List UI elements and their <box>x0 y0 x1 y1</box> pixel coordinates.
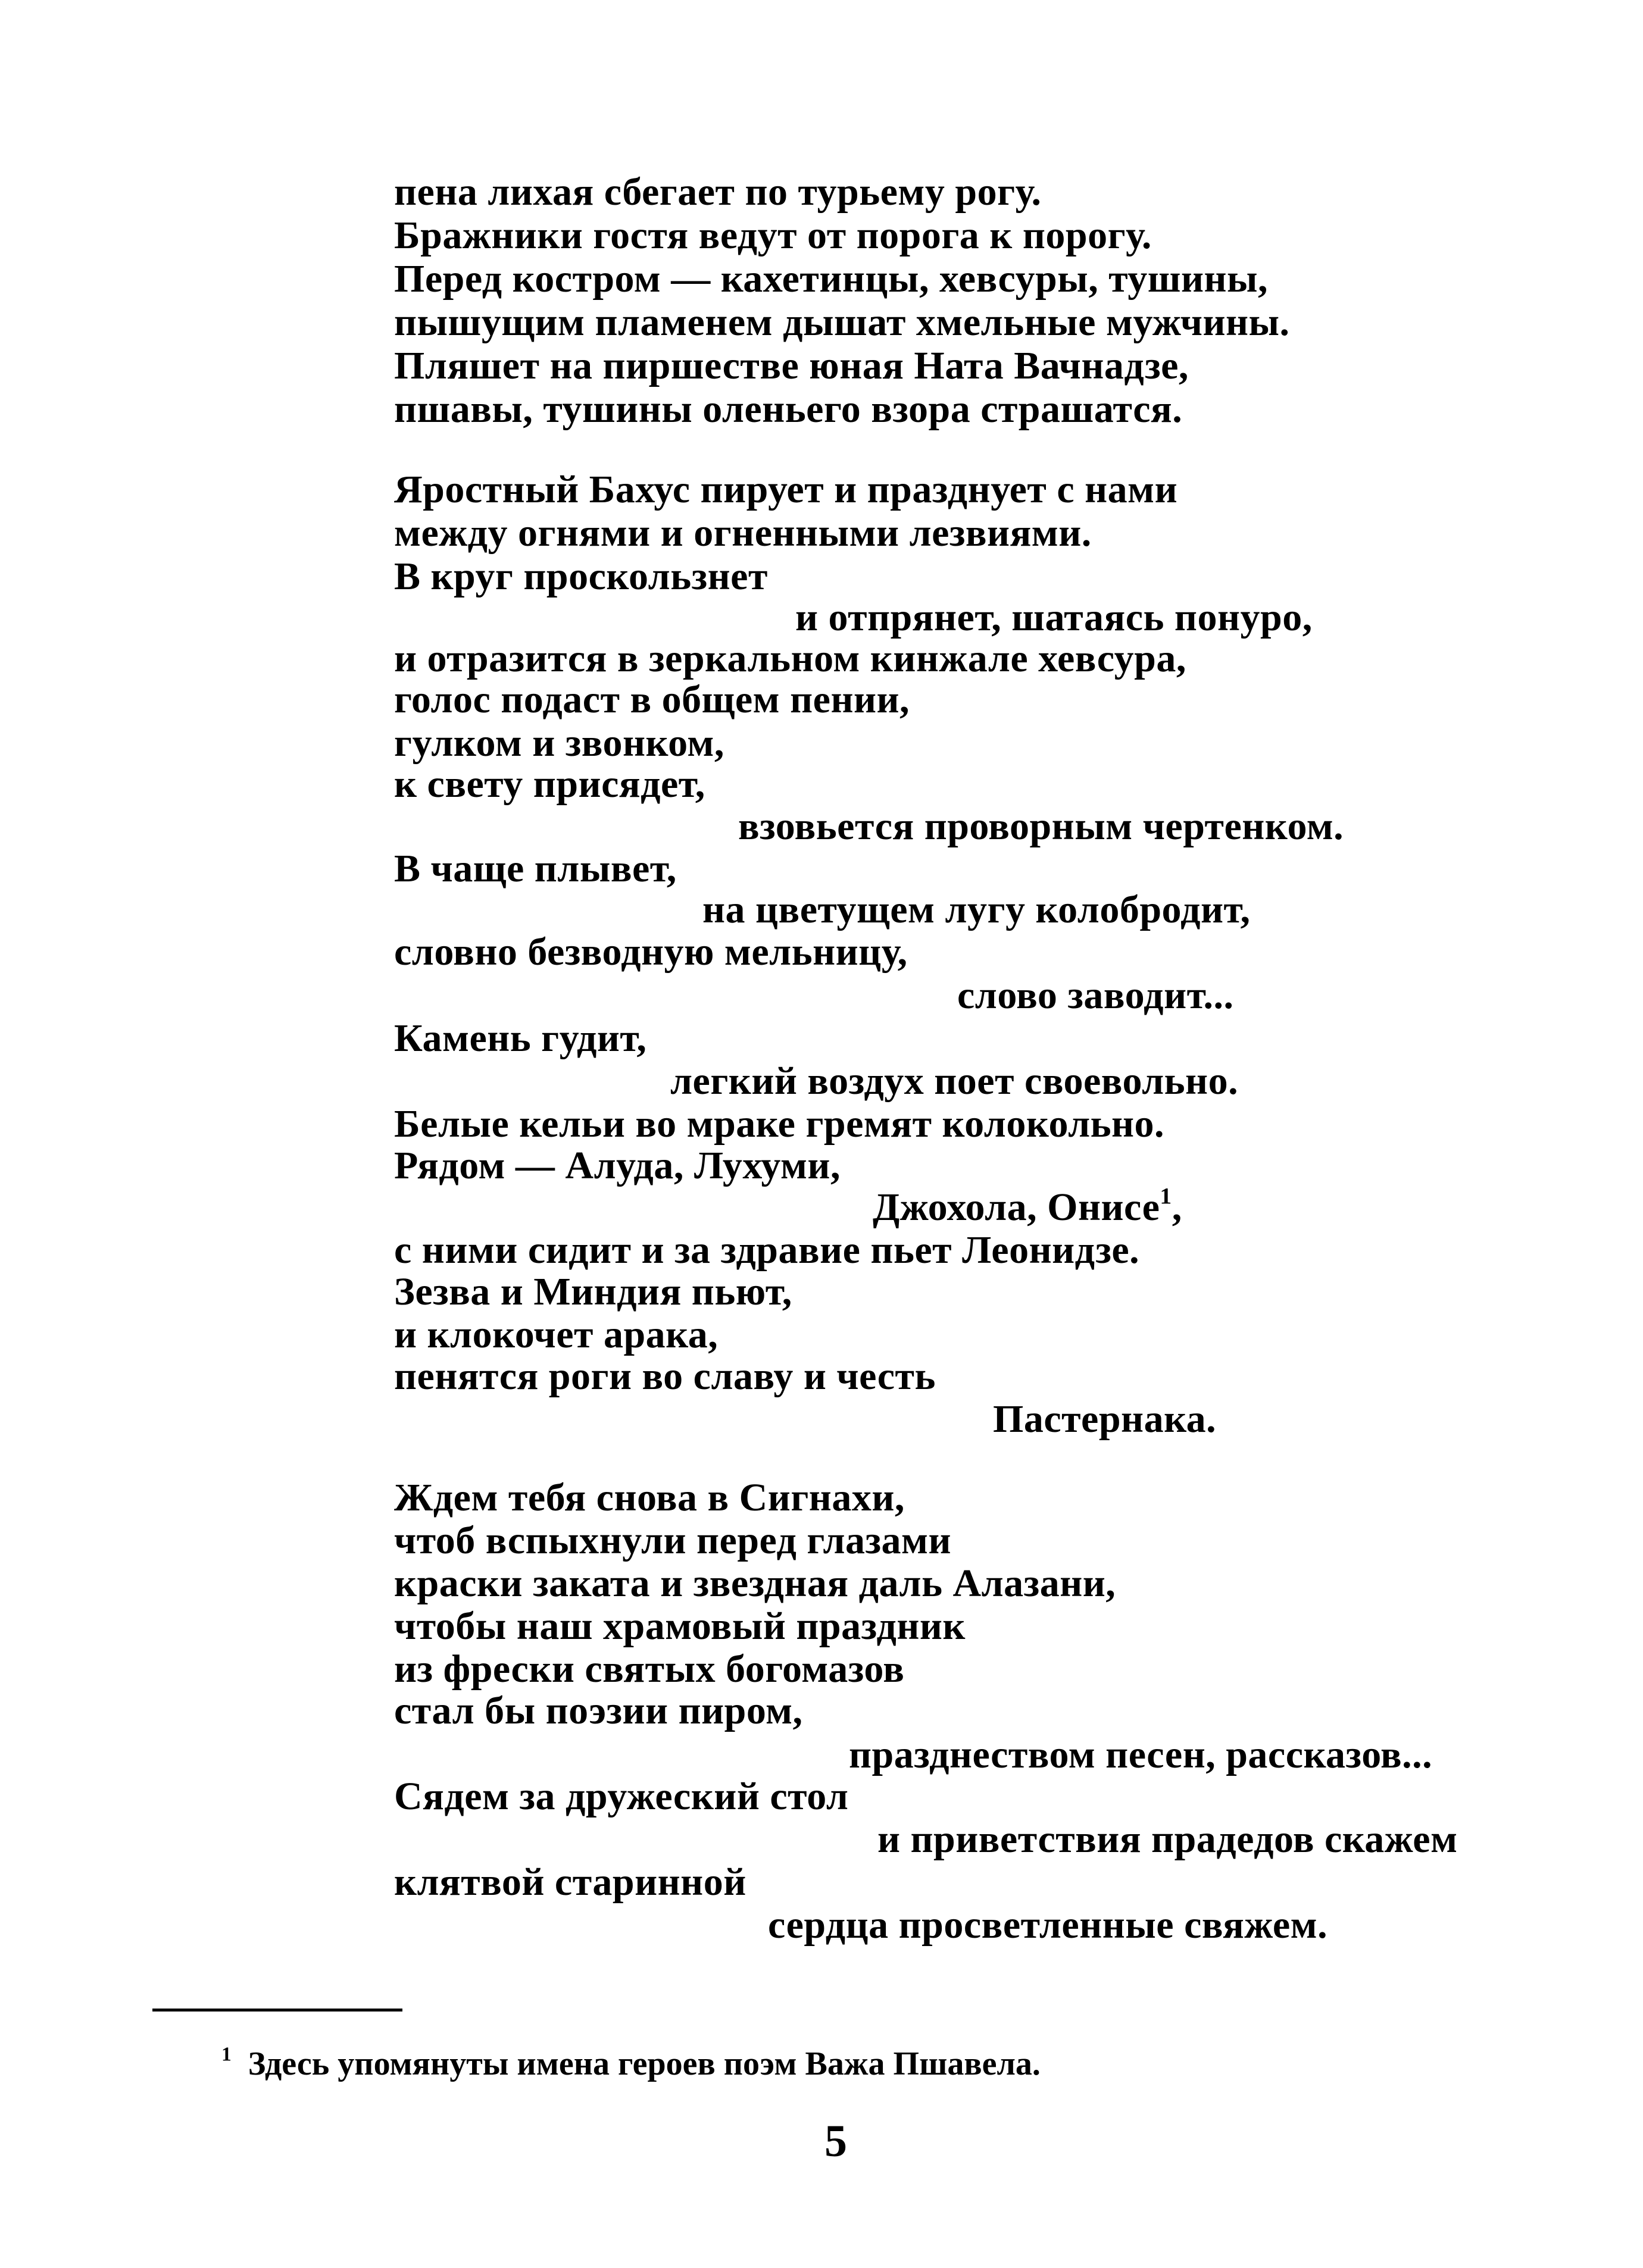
verse-line: Зезва и Миндия пьют, <box>394 1270 792 1313</box>
verse-line: пена лихая сбегает по турьему рогу. <box>394 170 1042 214</box>
verse-line: чтобы наш храмовый праздник <box>394 1604 966 1648</box>
verse-line: Перед костром — кахетинцы, хевсуры, тушины, <box>394 257 1269 301</box>
verse-line: взовьется проворным чертенком. <box>738 805 1344 848</box>
verse-line: Рядом — Алуда, Лухуми, <box>394 1144 841 1187</box>
footnote-mark: 1 <box>221 2043 232 2066</box>
verse-line: пшавы, тушины оленьего взора страшатся. <box>394 387 1183 431</box>
footnote-reference: 1 <box>1160 1183 1172 1209</box>
verse-line: и приветствия прадедов скажем <box>877 1817 1458 1861</box>
verse-line: и отразится в зеркальном кинжале хевсура, <box>394 637 1186 680</box>
verse-line: слово заводит... <box>957 974 1234 1017</box>
footnote <box>221 2043 1041 2082</box>
verse-line: с ними сидит и за здравие пьет Леонидзе. <box>394 1228 1140 1272</box>
verse-line: чтоб вспыхнули перед глазами <box>394 1519 952 1562</box>
verse-line: к свету присядет, <box>394 762 705 806</box>
footnote-divider <box>152 2009 402 2012</box>
verse-line: Белые кельи во мраке гремят колокольно. <box>394 1102 1165 1146</box>
verse-line-with-note: Джохола, Онисе$^1$, <box>873 1183 1182 1229</box>
verse-line: краски заката и звездная даль Алазани, <box>394 1562 1116 1605</box>
footnote-text: Здесь упомянуты имена героев поэм Важа Пшавела. <box>248 2045 1041 2082</box>
verse-line: пенятся роги во славу и честь <box>394 1354 936 1398</box>
verse-line: из фрески святых богомазов <box>394 1647 905 1691</box>
verse-line: голос подаст в общем пении, <box>394 678 910 721</box>
verse-line: Бражники гостя ведут от порога к порогу. <box>394 214 1152 257</box>
verse-line: стал бы поэзии пиром, <box>394 1689 803 1732</box>
verse-line: между огнями и огненными лезвиями. <box>394 511 1092 555</box>
verse-line: Камень гудит, <box>394 1016 647 1060</box>
verse-line: В круг проскользнет <box>394 555 768 598</box>
verse-line: пышущим пламенем дышат хмельные мужчины. <box>394 301 1290 344</box>
verse-line: Ждем тебя снова в Сигнахи, <box>394 1476 905 1519</box>
verse-line: В чаще плывет, <box>394 847 677 890</box>
verse-line: и отпрянет, шатаясь понуро, <box>795 596 1313 639</box>
verse-line: и клокочет арака, <box>394 1313 719 1356</box>
verse-line: Пляшет на пиршестве юная Ната Вачнадзе, <box>394 344 1189 387</box>
verse-line: клятвой старинной <box>394 1860 746 1904</box>
verse-line: на цветущем лугу колобродит, <box>702 888 1251 931</box>
verse-line: Сядем за дружеский стол <box>394 1775 849 1818</box>
verse-line: легкий воздух поет своевольно. <box>670 1059 1239 1103</box>
page-number: 5 <box>824 2116 847 2166</box>
verse-line: празднеством песен, рассказов... <box>849 1733 1433 1776</box>
verse-line: словно безводную мельницу, <box>394 930 908 974</box>
verse-line: гулком и звонком, <box>394 721 724 765</box>
verse-line: Пастернака. <box>993 1397 1217 1441</box>
verse-line: сердца просветленные свяжем. <box>768 1903 1328 1947</box>
verse-line: Яростный Бахус пирует и празднует с нами <box>394 468 1178 511</box>
